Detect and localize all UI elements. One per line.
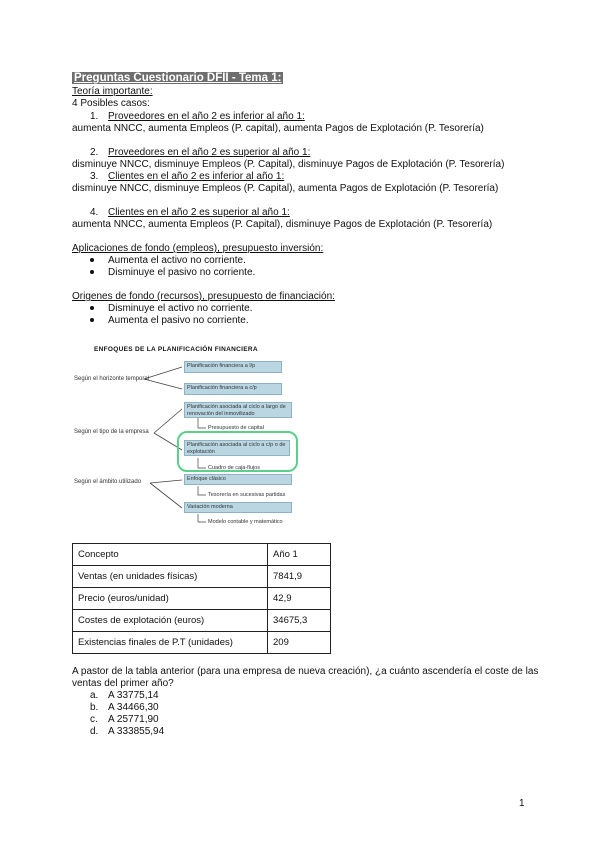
- criterion-label: Según el horizonte temporal: [74, 376, 150, 382]
- theory-heading: Teoría importante:: [72, 86, 153, 97]
- page-number: 1: [519, 798, 525, 809]
- table-row: [73, 610, 331, 632]
- diagram-box: Planificación asociada al ciclo a largo de renovación del inmovilizado: [184, 402, 292, 418]
- table-cell: 209: [268, 632, 331, 654]
- table-cell: Existencias finales de P.T (unidades): [73, 632, 268, 654]
- diagram-box: Planificación asociada al ciclo a c/p o de explotación: [184, 440, 290, 456]
- option-letter: c.: [90, 714, 98, 725]
- diagram-subitem: Cuadro de caja-flujos: [208, 465, 260, 471]
- list-item-text: Aumenta el pasivo no corriente.: [108, 315, 249, 326]
- list-item: [90, 255, 246, 267]
- cases-intro: 4 Posibles casos:: [72, 98, 150, 109]
- planning-diagram: [72, 346, 312, 528]
- option-text: A 25771,90: [108, 714, 159, 725]
- bullet-icon: [90, 318, 94, 322]
- table-row: [73, 632, 331, 654]
- table-cell: 34675,3: [268, 610, 331, 632]
- table-row: [73, 588, 331, 610]
- criterion-label: Según el tipo de la empresa: [74, 429, 149, 435]
- table-cell: 7841,9: [268, 566, 331, 588]
- diagram-subitem: Tesorería en sucesivas partidas: [208, 492, 286, 498]
- option-text: A 33775,14: [108, 690, 159, 701]
- case-number: 2.: [90, 147, 99, 158]
- page-title: Preguntas Cuestionario DFII - Tema 1:: [74, 72, 282, 84]
- list-item: [90, 303, 253, 315]
- case-effect: aumenta NNCC, aumenta Empleos (P. Capital), disminuye Pagos de Explotación (P. Tesorería): [72, 219, 493, 230]
- option-letter: a.: [90, 690, 99, 701]
- list-item-text: Disminuye el pasivo no corriente.: [108, 267, 256, 278]
- table-row: [73, 566, 331, 588]
- case-effect: disminuye NNCC, disminuye Empleos (P. Capital), disminuye Pagos de Explotación (P. Tesorería): [72, 159, 505, 170]
- option-text: A 34466,30: [108, 702, 159, 713]
- bullet-icon: [90, 258, 94, 262]
- diagram-box: Variación moderna: [184, 502, 292, 513]
- case-label: Proveedores en el año 2 es inferior al año 1:: [108, 111, 305, 122]
- diagram-box: Planificación financiera a l/p: [184, 361, 282, 373]
- applications-heading: Aplicaciones de fondo (empleos), presupuesto inversión:: [72, 243, 324, 254]
- case-number: 4.: [90, 207, 99, 218]
- diagram-title: ENFOQUES DE LA PLANIFICACIÓN FINANCIERA: [94, 346, 258, 353]
- diagram-box: Enfoque clásico: [184, 474, 292, 485]
- table-header-cell: Concepto: [73, 544, 268, 566]
- diagram-subitem: Modelo contable y matemático: [208, 519, 283, 525]
- origins-heading: Origenes de fondo (recursos), presupuesto de financiación:: [72, 291, 335, 302]
- case-number: 3.: [90, 171, 99, 182]
- list-item-text: Aumenta el activo no corriente.: [108, 255, 246, 266]
- case-label: Clientes en el año 2 es superior al año 1:: [108, 207, 290, 218]
- case-effect: aumenta NNCC, aumenta Empleos (P. capital), aumenta Pagos de Explotación (P. Tesorería): [72, 123, 484, 134]
- list-item-text: Disminuye el activo no corriente.: [108, 303, 253, 314]
- table-cell: Costes de explotación (euros): [73, 610, 268, 632]
- option-letter: d.: [90, 726, 99, 737]
- list-item: [90, 267, 255, 279]
- option-text: A 333855,94: [108, 726, 165, 737]
- case-label: Clientes en el año 2 es inferior al año 1:: [108, 171, 285, 182]
- case-effect: disminuye NNCC, disminuye Empleos (P. Capital), aumenta Pagos de Explotación (P. Tesorería): [72, 183, 499, 194]
- case-label: Proveedores en el año 2 es superior al año 1:: [108, 147, 311, 158]
- table-cell: Ventas (en unidades físicas): [73, 566, 268, 588]
- table-cell: Precio (euros/unidad): [73, 588, 268, 610]
- table-header-row: [73, 544, 331, 566]
- list-item: [90, 315, 249, 327]
- option-letter: b.: [90, 702, 99, 713]
- table-header-cell: Año 1: [268, 544, 331, 566]
- bullet-icon: [90, 306, 94, 310]
- criterion-label: Según el ámbito utilizado: [74, 479, 142, 485]
- diagram-connectors: [72, 346, 312, 528]
- diagram-box: Planificación financiera a c/p: [184, 383, 282, 395]
- bullet-icon: [90, 270, 94, 274]
- case-number: 1.: [90, 111, 99, 122]
- data-table: [72, 543, 331, 654]
- diagram-subitem: Presupuesto de capital: [208, 425, 264, 431]
- question-text: A pastor de la tabla anterior (para una empresa de nueva creación), ¿a cuánto ascendería el coste de las ventas del primer año?: [72, 666, 539, 689]
- table-cell: 42,9: [268, 588, 331, 610]
